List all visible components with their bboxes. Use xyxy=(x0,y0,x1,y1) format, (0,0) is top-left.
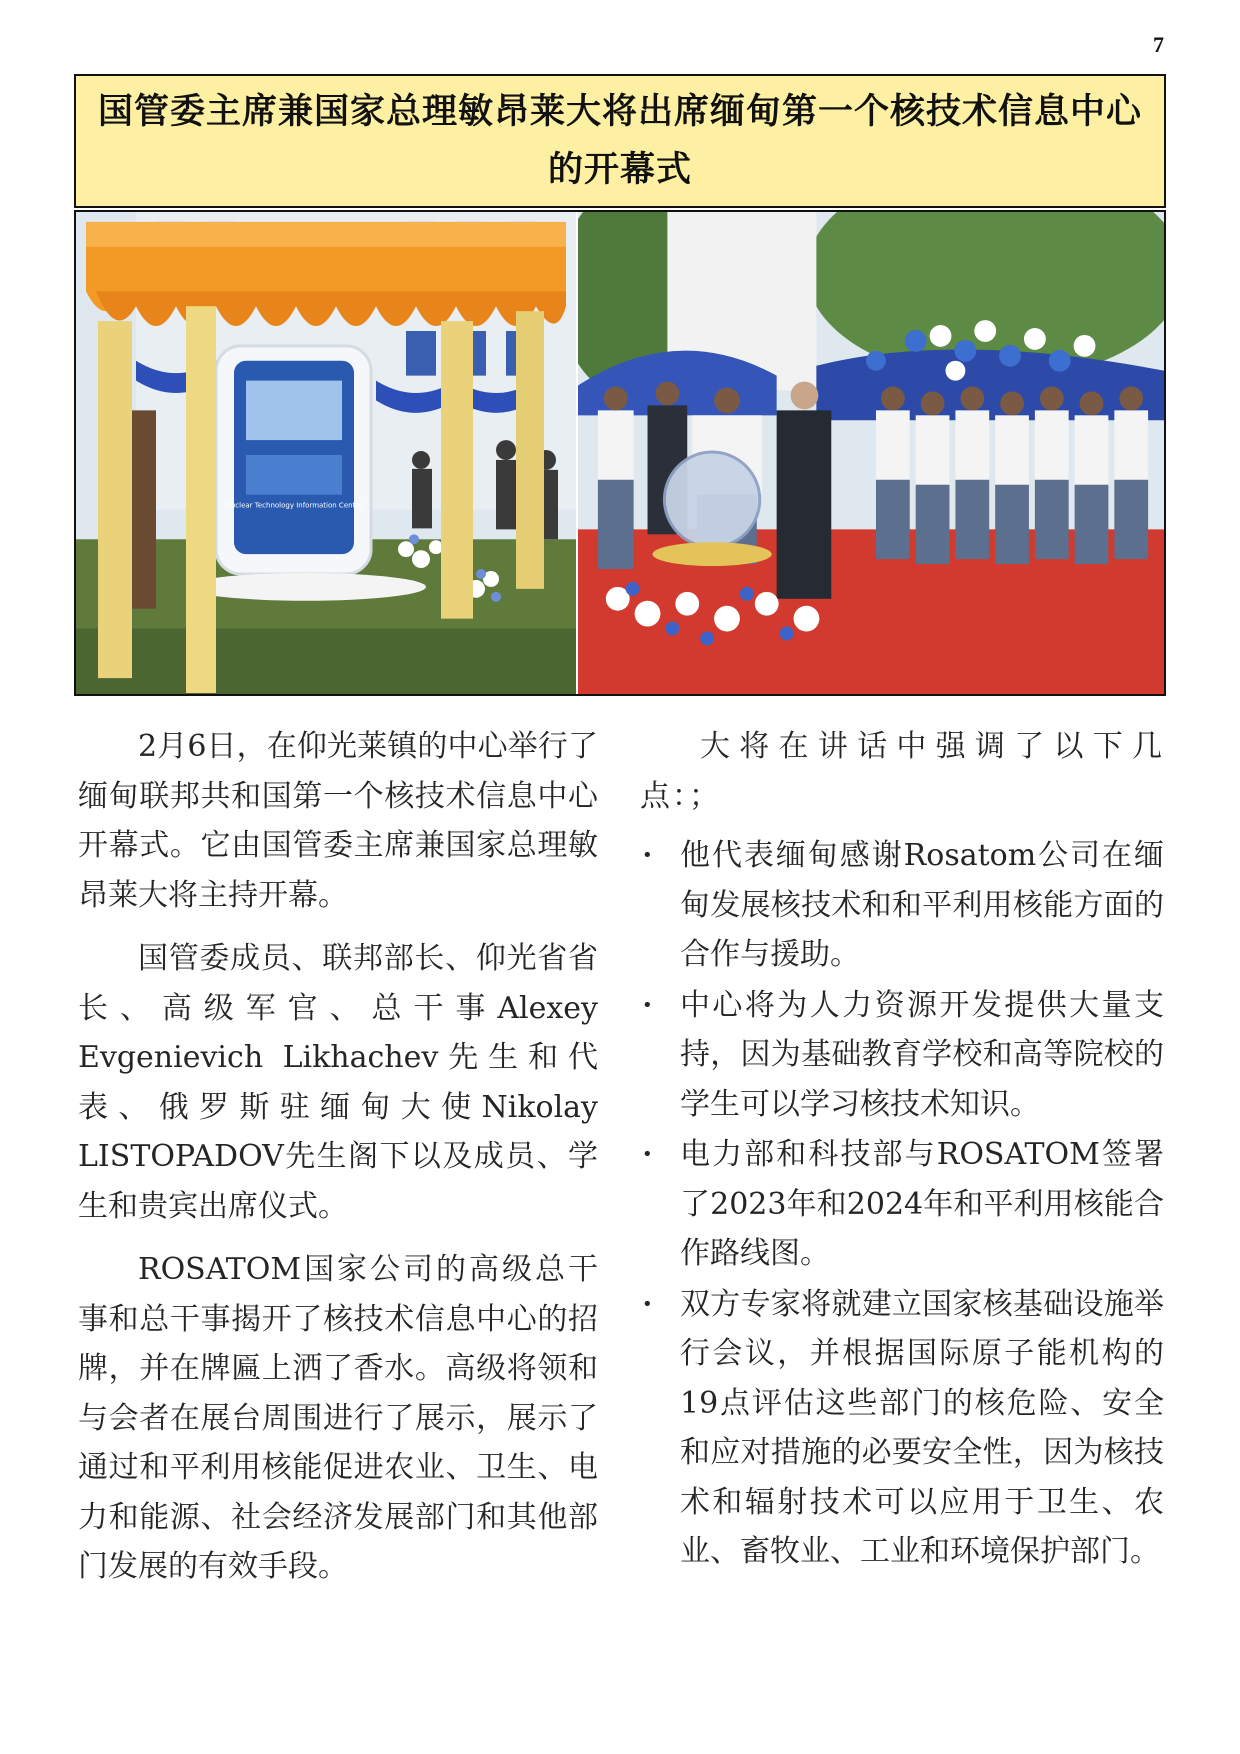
paragraph: ROSATOM国家公司的高级总干事和总干事揭开了核技术信息中心的招牌，并在牌匾上洒了香水。高级将领和与会者在展台周围进行了展示，展示了通过和平利用核能促进农业、卫生、电力和能源、社会经济发展部门和其他部门发展的有效手段。 xyxy=(78,1252,598,1584)
bullet-icon: • xyxy=(642,1144,653,1165)
list-item-text: 中心将为人力资源开发提供大量支持，因为基础教育学校和高等院校的学生可以学习核技术知识。 xyxy=(680,987,1164,1122)
bullet-icon: • xyxy=(642,845,653,866)
photo-sign-unveiling xyxy=(76,212,578,694)
right-column xyxy=(640,722,1164,1578)
bullet-icon: • xyxy=(642,1293,653,1315)
page-number: 7 xyxy=(1153,32,1164,57)
list-item xyxy=(640,831,1164,980)
list-item xyxy=(640,1130,1164,1279)
list-item-text: 双方专家将就建立国家核基础设施举行会议，并根据国际原子能机构的19点评估这些部门的核危险、安全和应对措施的必要安全性，因为核技术和辐射技术可以应用于卫生、农业、畜牧业、工业和环境保护部门。 xyxy=(680,1286,1164,1569)
bullet-icon: • xyxy=(642,994,653,1016)
sign-text: Nuclear Technology Information Centre xyxy=(225,501,363,510)
title-banner xyxy=(74,74,1166,208)
bullet-list xyxy=(640,831,1164,1577)
left-column xyxy=(78,722,598,1606)
list-item xyxy=(640,981,1164,1130)
list-item-text: 他代表缅甸感谢Rosatom公司在缅甸发展核技术和和平利用核能方面的合作与援助。 xyxy=(680,838,1164,972)
intro-paragraph: 大将在讲话中强调了以下几点：； xyxy=(640,729,1164,814)
list-item-text: 电力部和科技部与ROSATOM签署了2023年和2024年和平利用核能合作路线图。 xyxy=(680,1137,1164,1271)
photo-opening-ceremony xyxy=(578,212,1164,694)
paragraph: 国管委成员、联邦部长、仰光省省长、高级军官、总干事Alexey Evgenievich Likhachev先生和代表、俄罗斯驻缅甸大使Nikolay LISTOPADOV先生阁下以及成员、学生和贵宾出席仪式。 xyxy=(78,941,598,1224)
photo-frame xyxy=(74,210,1166,696)
paragraph: 2月6日，在仰光莱镇的中心举行了缅甸联邦共和国第一个核技术信息中心开幕式。它由国管委主席兼国家总理敏昂莱大将主持开幕。 xyxy=(78,729,598,913)
list-item xyxy=(640,1280,1164,1577)
article-title: 国管委主席兼国家总理敏昂莱大将出席缅甸第一个核技术信息中心的开幕式 xyxy=(97,92,1142,190)
